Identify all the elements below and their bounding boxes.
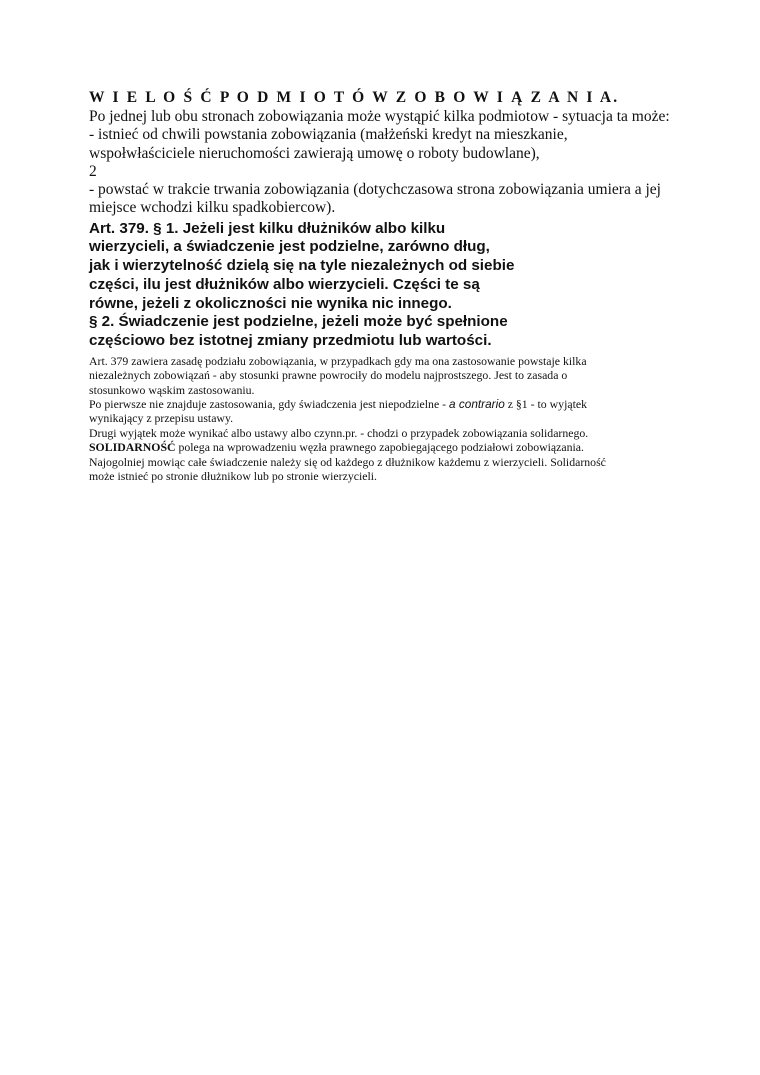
- commentary-line: stosunkowo wąskim zastosowaniu.: [89, 382, 255, 397]
- commentary-line: niezależnych zobowiązań ‐ aby stosunki prawne powrociły do modelu najprostszego. Jest to zasada o: [89, 368, 568, 383]
- intro-line: Po jednej lub obu stronach zobowiązania może wystąpić kilka podmiotow ‐ sytuacja ta może:: [89, 108, 670, 125]
- exception-one-continued: wynikający z przepisu ustawy.: [89, 411, 234, 426]
- article-line: wierzycieli, a świadczenie jest podzielne, zarówno dług,: [89, 238, 490, 256]
- article-line: jak i wierzytelność dzielą się na tyle niezależnych od siebie: [89, 257, 515, 275]
- solidarity-line: Najogolniej mowiąc całe świadczenie należy się od każdego z dłużnikow każdemu z wierzycieli. Solidarność: [89, 454, 606, 469]
- solidarity-definition: [89, 440, 689, 454]
- solidarity-line: może istnieć po stronie dłużnikow lub po stronie wierzycieli.: [89, 468, 377, 483]
- commentary-line: Art. 379 zawiera zasadę podziału zobowiązania, w przypadkach gdy ma ona zastosowanie powstaje kilka: [89, 353, 587, 368]
- article-line: częściowo bez istotnej zmiany przedmiotu lub wartości.: [89, 332, 492, 349]
- commentary-section: [89, 354, 689, 484]
- article-line: części, ilu jest dłużników albo wierzycieli. Części te są: [89, 275, 480, 293]
- exception-two: Drugi wyjątek może wynikać albo ustawy albo czynn.pr. ‐ chodzi o przypadek zobowiązania solidarnego.: [89, 425, 589, 440]
- intro-section: [89, 108, 689, 218]
- article-379: [89, 220, 689, 351]
- solidarity-text: polega na wprowadzeniu węzła prawnego zapobiegającego podziałowi zobowiązania.: [175, 440, 584, 455]
- exception-one-ref: z §1 ‐ to wyjątek: [504, 396, 587, 411]
- document-title: W I E L O Ś Ć P O D M I O T Ó W Z O B O W I Ą Z A N I A.: [89, 89, 620, 106]
- exception-one: [89, 397, 689, 411]
- intro-line: - powstać w trakcie trwania zobowiązania (dotychczasowa strona zobowiązania umiera a jej: [89, 181, 661, 199]
- document-page: [89, 88, 689, 483]
- a-contrario-term: a contrario: [449, 396, 505, 411]
- article-line: Art. 379. § 1. Jeżeli jest kilku dłużników albo kilku: [89, 219, 446, 237]
- solidarity-term: SOLIDARNOŚĆ: [89, 440, 176, 455]
- intro-line: miejsce wchodzi kilku spadkobiercow).: [89, 199, 336, 217]
- intro-line: wspołwłaściciele nieruchomości zawierają umowę o roboty budowlane),: [89, 144, 540, 162]
- page-number-marker: 2: [89, 162, 97, 180]
- intro-line: - istnieć od chwili powstania zobowiązania (małżeński kredyt na mieszkanie,: [89, 126, 568, 144]
- exception-one-text: Po pierwsze nie znajduje zastosowania, gdy świadczenia jest niepodzielne ‐: [89, 396, 450, 411]
- article-line: równe, jeżeli z okoliczności nie wynika nic innego.: [89, 294, 452, 312]
- article-line: § 2. Świadczenie jest podzielne, jeżeli może być spełnione: [89, 313, 508, 331]
